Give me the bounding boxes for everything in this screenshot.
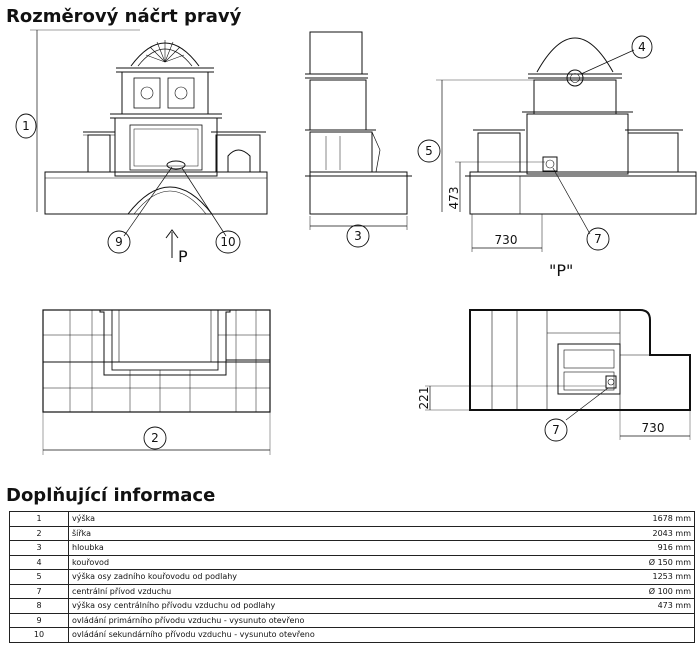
view-label-p-arrow: P [178,247,188,266]
row-value: 916 mm [592,541,694,556]
front-view [30,30,267,258]
row-value: 473 mm [592,599,694,614]
row-value: 2043 mm [592,526,694,541]
row-value: Ø 150 mm [592,555,694,570]
row-label: kouřovod [69,555,593,570]
callout-5: 5 [425,144,433,158]
row-number: 2 [10,526,69,541]
callout-9: 9 [115,235,123,249]
row-number: 8 [10,599,69,614]
side-view [305,32,412,230]
info-table [9,511,695,643]
row-number: 3 [10,541,69,556]
row-label: ovládání sekundárního přívodu vzduchu - vysunuto otevřeno [69,628,593,643]
callout-10: 10 [220,235,236,249]
table-row [10,628,695,643]
row-number: 4 [10,555,69,570]
callout-3: 3 [354,229,362,243]
row-label: výška osy zadního kouřovodu od podlahy [69,570,593,585]
row-value: 1678 mm [592,512,694,527]
callout-1: 1 [22,119,30,133]
table-row [10,555,695,570]
row-value: Ø 100 mm [592,584,694,599]
table-row [10,599,695,614]
table-row [10,584,695,599]
row-value [592,628,694,643]
table-row [10,570,695,585]
table-row [10,541,695,556]
row-label: výška [69,512,593,527]
table-row [10,526,695,541]
dimension-221: 221 [417,386,431,410]
row-label: výška osy centrálního přívodu vzduchu od podlahy [69,599,593,614]
row-label: hloubka [69,541,593,556]
row-value [592,613,694,628]
view-label-p-quoted: "P" [549,261,574,280]
row-label: šířka [69,526,593,541]
callout-4: 4 [638,40,646,54]
callout-7-top: 7 [594,232,602,246]
row-label: ovládání primárního přívodu vzduchu - vysunuto otevřeno [69,613,593,628]
row-label: centrální přívod vzduchu [69,584,593,599]
row-number: 7 [10,584,69,599]
row-number: 1 [10,512,69,527]
row-value: 1253 mm [592,570,694,585]
page-title: Rozměrový náčrt pravý [6,6,242,27]
info-table-body [10,512,695,643]
back-view [436,38,696,252]
table-row [10,512,695,527]
info-heading: Doplňující informace [6,485,216,506]
callout-7-bottom: 7 [552,423,560,437]
row-number: 10 [10,628,69,643]
row-number: 5 [10,570,69,585]
row-number: 9 [10,613,69,628]
dimension-730-bottom: 730 [641,421,665,435]
dimension-473: 473 [447,186,461,210]
dimension-730-top: 730 [494,233,518,247]
callout-2: 2 [151,431,159,445]
table-row [10,613,695,628]
